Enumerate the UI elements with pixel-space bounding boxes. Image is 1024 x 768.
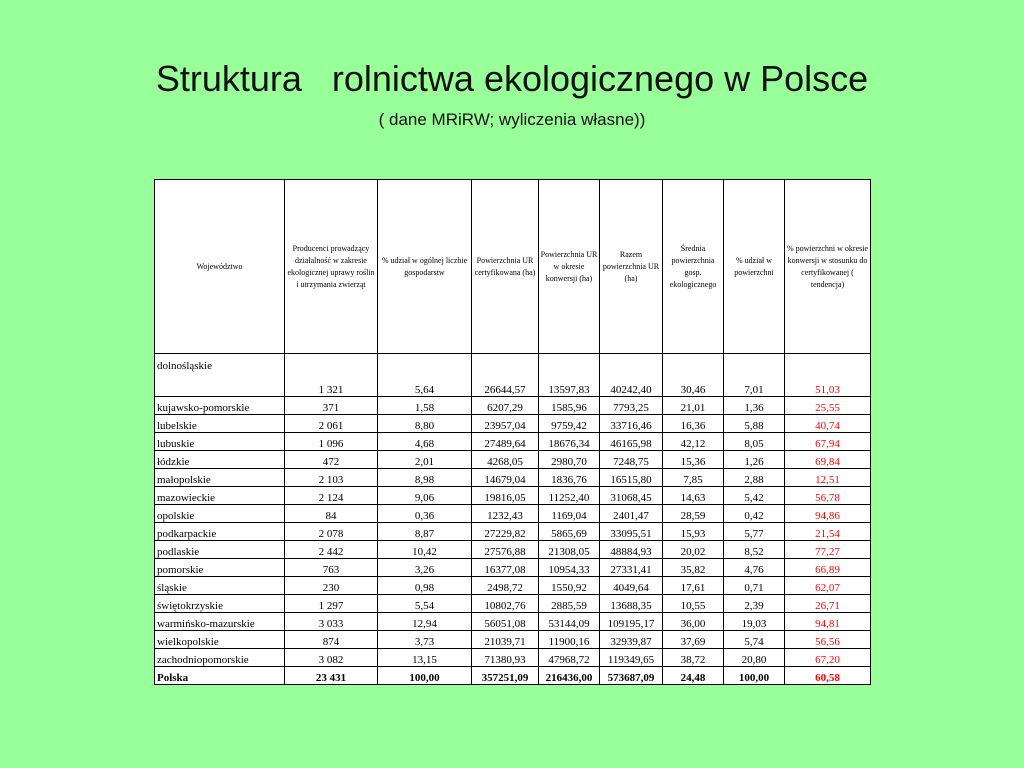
cell-share-farms: 8,98 [378, 469, 472, 487]
cell-avg-area: 15,93 [663, 523, 724, 541]
cell-conversion-area: 2885,59 [539, 595, 600, 613]
slide-subtitle: ( dane MRiRW; wyliczenia własne)) [378, 110, 646, 129]
cell-conversion-pct: 56,56 [785, 631, 871, 649]
table-row [155, 541, 871, 559]
cell-conversion-pct: 56,78 [785, 487, 871, 505]
cell-certified-area: 71380,93 [472, 649, 539, 667]
cell-avg-area: 15,36 [663, 451, 724, 469]
cell-producers: 874 [285, 631, 378, 649]
cell-avg-area: 14,63 [663, 487, 724, 505]
cell-certified-area: 16377,08 [472, 559, 539, 577]
cell-certified-area: 27489,64 [472, 433, 539, 451]
cell-conversion-pct: 26,71 [785, 595, 871, 613]
table-row [155, 451, 871, 469]
cell-conversion-area: 11900,16 [539, 631, 600, 649]
table-row [155, 523, 871, 541]
cell-avg-area: 24,48 [663, 667, 724, 685]
organic-farming-table [154, 179, 871, 685]
table-header-row [155, 180, 871, 354]
cell-avg-area: 21,01 [663, 397, 724, 415]
table-row [155, 631, 871, 649]
cell-conversion-area: 21308,05 [539, 541, 600, 559]
cell-share-area: 1,26 [724, 451, 785, 469]
cell-conversion-area: 47968,72 [539, 649, 600, 667]
cell-region: podkarpackie [155, 523, 285, 541]
cell-certified-area: 19816,05 [472, 487, 539, 505]
cell-region: wielkopolskie [155, 631, 285, 649]
cell-share-area: 4,76 [724, 559, 785, 577]
cell-avg-area: 42,12 [663, 433, 724, 451]
cell-avg-area: 17,61 [663, 577, 724, 595]
cell-region: małopolskie [155, 469, 285, 487]
cell-share-area: 100,00 [724, 667, 785, 685]
cell-region: opolskie [155, 505, 285, 523]
cell-avg-area: 38,72 [663, 649, 724, 667]
cell-region: lubelskie [155, 415, 285, 433]
cell-producers: 763 [285, 559, 378, 577]
cell-share-area: 2,39 [724, 595, 785, 613]
cell-share-farms: 10,42 [378, 541, 472, 559]
cell-share-area: 20,80 [724, 649, 785, 667]
cell-share-area: 7,01 [724, 354, 785, 397]
cell-share-farms: 0,98 [378, 577, 472, 595]
cell-share-area: 8,05 [724, 433, 785, 451]
cell-conversion-area: 53144,09 [539, 613, 600, 631]
cell-conversion-pct: 40,74 [785, 415, 871, 433]
cell-share-farms: 9,06 [378, 487, 472, 505]
cell-conversion-pct: 67,94 [785, 433, 871, 451]
cell-share-farms: 3,26 [378, 559, 472, 577]
cell-share-farms: 12,94 [378, 613, 472, 631]
cell-share-area: 19,03 [724, 613, 785, 631]
cell-total-area: 7248,75 [600, 451, 663, 469]
cell-total-area: 7793,25 [600, 397, 663, 415]
cell-region: podlaskie [155, 541, 285, 559]
cell-producers: 2 442 [285, 541, 378, 559]
cell-producers: 2 078 [285, 523, 378, 541]
cell-share-farms: 2,01 [378, 451, 472, 469]
cell-share-farms: 3,73 [378, 631, 472, 649]
cell-share-area: 1,36 [724, 397, 785, 415]
cell-share-farms: 4,68 [378, 433, 472, 451]
cell-region: Polska [155, 667, 285, 685]
header-region: Województwo [155, 180, 285, 354]
cell-conversion-pct: 77,27 [785, 541, 871, 559]
cell-avg-area: 28,59 [663, 505, 724, 523]
table-row [155, 354, 871, 397]
cell-total-area: 2401,47 [600, 505, 663, 523]
cell-share-area: 8,52 [724, 541, 785, 559]
cell-certified-area: 4268,05 [472, 451, 539, 469]
cell-share-farms: 5,54 [378, 595, 472, 613]
table-row [155, 649, 871, 667]
cell-producers: 84 [285, 505, 378, 523]
cell-certified-area: 27576,88 [472, 541, 539, 559]
cell-region: lubuskie [155, 433, 285, 451]
cell-avg-area: 36,00 [663, 613, 724, 631]
cell-conversion-pct: 25,55 [785, 397, 871, 415]
header-total-area: Razem powierzchnia UR (ha) [600, 180, 663, 354]
cell-region: mazowieckie [155, 487, 285, 505]
cell-region: śląskie [155, 577, 285, 595]
cell-total-area: 573687,09 [600, 667, 663, 685]
table-body [155, 354, 871, 685]
cell-conversion-area: 18676,34 [539, 433, 600, 451]
cell-avg-area: 37,69 [663, 631, 724, 649]
cell-certified-area: 27229,82 [472, 523, 539, 541]
cell-avg-area: 35,82 [663, 559, 724, 577]
header-share-farms: % udział w ogólnej liczbie gospodarstw [378, 180, 472, 354]
cell-certified-area: 56051,08 [472, 613, 539, 631]
header-share-area: % udział w powierzchni [724, 180, 785, 354]
cell-producers: 23 431 [285, 667, 378, 685]
cell-share-farms: 8,80 [378, 415, 472, 433]
cell-total-area: 13688,35 [600, 595, 663, 613]
cell-producers: 472 [285, 451, 378, 469]
cell-conversion-area: 2980,70 [539, 451, 600, 469]
cell-region: pomorskie [155, 559, 285, 577]
cell-share-area: 0,71 [724, 577, 785, 595]
cell-region: świętokrzyskie [155, 595, 285, 613]
cell-conversion-area: 1585,96 [539, 397, 600, 415]
cell-total-area: 33095,51 [600, 523, 663, 541]
cell-producers: 3 033 [285, 613, 378, 631]
cell-total-area: 119349,65 [600, 649, 663, 667]
cell-total-area: 48884,93 [600, 541, 663, 559]
cell-producers: 230 [285, 577, 378, 595]
cell-share-area: 5,77 [724, 523, 785, 541]
cell-certified-area: 1232,43 [472, 505, 539, 523]
cell-avg-area: 30,46 [663, 354, 724, 397]
cell-total-area: 31068,45 [600, 487, 663, 505]
cell-total-area: 33716,46 [600, 415, 663, 433]
table-row [155, 577, 871, 595]
cell-region: dolnośląskie [155, 354, 285, 397]
cell-region: zachodniopomorskie [155, 649, 285, 667]
cell-share-area: 5,42 [724, 487, 785, 505]
cell-producers: 371 [285, 397, 378, 415]
cell-share-farms: 13,15 [378, 649, 472, 667]
cell-share-farms: 5,64 [378, 354, 472, 397]
cell-conversion-area: 1836,76 [539, 469, 600, 487]
cell-total-area: 46165,98 [600, 433, 663, 451]
cell-region: łódzkie [155, 451, 285, 469]
cell-total-area: 27331,41 [600, 559, 663, 577]
cell-certified-area: 10802,76 [472, 595, 539, 613]
cell-certified-area: 14679,04 [472, 469, 539, 487]
cell-share-farms: 0,36 [378, 505, 472, 523]
cell-conversion-pct: 60,58 [785, 667, 871, 685]
table-row [155, 487, 871, 505]
cell-region: kujawsko-pomorskie [155, 397, 285, 415]
cell-conversion-pct: 51,03 [785, 354, 871, 397]
cell-total-area: 4049,64 [600, 577, 663, 595]
cell-share-farms: 100,00 [378, 667, 472, 685]
cell-conversion-pct: 62,07 [785, 577, 871, 595]
cell-producers: 1 297 [285, 595, 378, 613]
table-row [155, 415, 871, 433]
table-row [155, 559, 871, 577]
table-row [155, 397, 871, 415]
cell-conversion-pct: 67,20 [785, 649, 871, 667]
header-avg-area: Średnia powierzchnia gosp. ekologicznego [663, 180, 724, 354]
header-producers: Producenci prowadzący działalność w zakresie ekologicznej uprawy roślin i utrzymania zwierząt [285, 180, 378, 354]
cell-producers: 1 096 [285, 433, 378, 451]
cell-share-area: 5,74 [724, 631, 785, 649]
cell-share-farms: 8,87 [378, 523, 472, 541]
cell-conversion-pct: 94,81 [785, 613, 871, 631]
cell-total-area: 16515,80 [600, 469, 663, 487]
cell-conversion-area: 10954,33 [539, 559, 600, 577]
cell-certified-area: 6207,29 [472, 397, 539, 415]
cell-region: warmińsko-mazurskie [155, 613, 285, 631]
cell-certified-area: 21039,71 [472, 631, 539, 649]
cell-conversion-area: 5865,69 [539, 523, 600, 541]
table-row [155, 595, 871, 613]
cell-conversion-pct: 94,86 [785, 505, 871, 523]
table-row [155, 505, 871, 523]
table-row [155, 433, 871, 451]
cell-conversion-area: 9759,42 [539, 415, 600, 433]
cell-avg-area: 16,36 [663, 415, 724, 433]
cell-conversion-pct: 21,54 [785, 523, 871, 541]
cell-conversion-pct: 69,84 [785, 451, 871, 469]
cell-conversion-pct: 66,89 [785, 559, 871, 577]
cell-total-area: 32939,87 [600, 631, 663, 649]
cell-producers: 3 082 [285, 649, 378, 667]
table-row [155, 469, 871, 487]
cell-share-area: 5,88 [724, 415, 785, 433]
cell-conversion-area: 1169,04 [539, 505, 600, 523]
cell-conversion-area: 1550,92 [539, 577, 600, 595]
cell-conversion-pct: 12,51 [785, 469, 871, 487]
cell-certified-area: 2498,72 [472, 577, 539, 595]
cell-avg-area: 20,02 [663, 541, 724, 559]
table-row [155, 613, 871, 631]
cell-total-area: 40242,40 [600, 354, 663, 397]
cell-producers: 2 061 [285, 415, 378, 433]
table-total-row [155, 667, 871, 685]
cell-producers: 1 321 [285, 354, 378, 397]
cell-producers: 2 124 [285, 487, 378, 505]
header-conversion-area: Powierzchnia UR w okresie konwersji (ha) [539, 180, 600, 354]
slide-title: Struktura rolnictwa ekologicznego w Polsce [155, 58, 869, 99]
cell-producers: 2 103 [285, 469, 378, 487]
cell-share-farms: 1,58 [378, 397, 472, 415]
cell-share-area: 2,88 [724, 469, 785, 487]
header-conversion-pct: % powierzchni w okresie konwersji w stosunku do certyfikowanej ( tendencja) [785, 180, 871, 354]
cell-certified-area: 357251,09 [472, 667, 539, 685]
cell-conversion-area: 11252,40 [539, 487, 600, 505]
cell-avg-area: 10,55 [663, 595, 724, 613]
cell-certified-area: 26644,57 [472, 354, 539, 397]
cell-avg-area: 7,85 [663, 469, 724, 487]
cell-conversion-area: 13597,83 [539, 354, 600, 397]
cell-conversion-area: 216436,00 [539, 667, 600, 685]
cell-share-area: 0,42 [724, 505, 785, 523]
header-certified-area: Powierzchnia UR certyfikowana (ha) [472, 180, 539, 354]
cell-total-area: 109195,17 [600, 613, 663, 631]
cell-certified-area: 23957,04 [472, 415, 539, 433]
